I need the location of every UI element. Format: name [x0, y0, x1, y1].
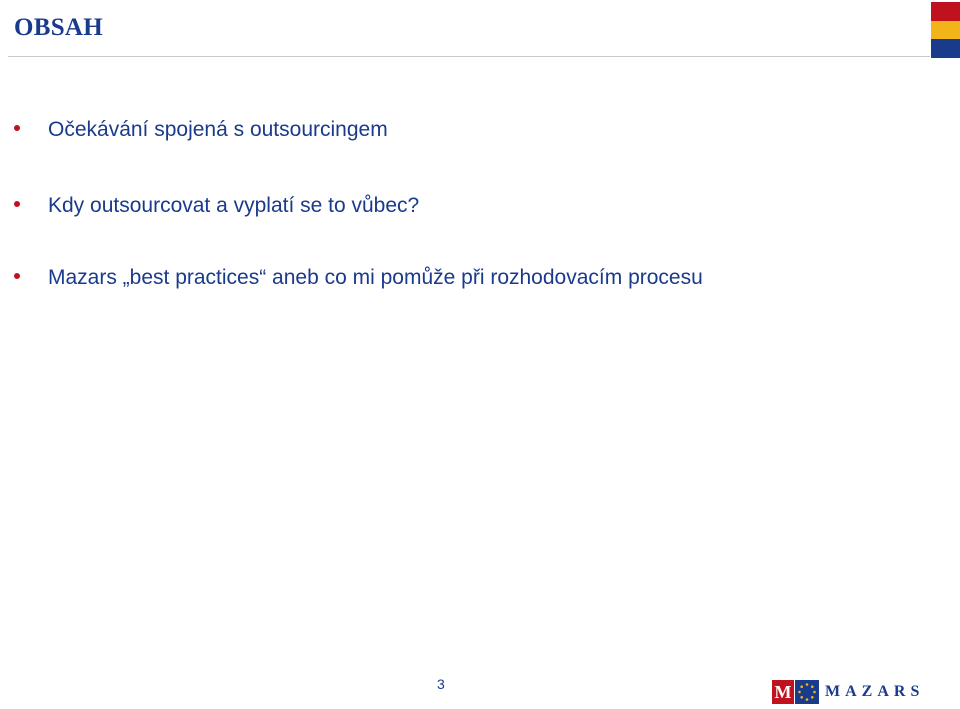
logo-wordmark: MAZARS — [825, 683, 925, 700]
corner-flag-icon — [931, 2, 960, 58]
bullet-icon — [14, 273, 20, 279]
flag-red-stripe — [931, 2, 960, 21]
bullet-text: Kdy outsourcovat a vyplatí se to vůbec? — [48, 194, 420, 217]
bullet-item — [14, 193, 419, 219]
logo-initial: M — [772, 680, 794, 704]
bullet-item — [14, 117, 388, 143]
title-divider — [8, 56, 930, 57]
mazars-stars-icon — [795, 680, 819, 704]
bullet-text: Očekávání spojená s outsourcingem — [48, 118, 388, 141]
bullet-icon — [14, 125, 20, 131]
bullet-icon — [14, 201, 20, 207]
bullet-text: Mazars „best practices“ aneb co mi pomůže při rozhodovacím procesu — [48, 266, 703, 289]
page-number: 3 — [437, 676, 445, 692]
bullet-item — [14, 265, 703, 291]
flag-blue-stripe — [931, 39, 960, 58]
slide-title: OBSAH — [14, 14, 104, 41]
flag-yellow-stripe — [931, 21, 960, 39]
mazars-logo — [772, 680, 924, 704]
